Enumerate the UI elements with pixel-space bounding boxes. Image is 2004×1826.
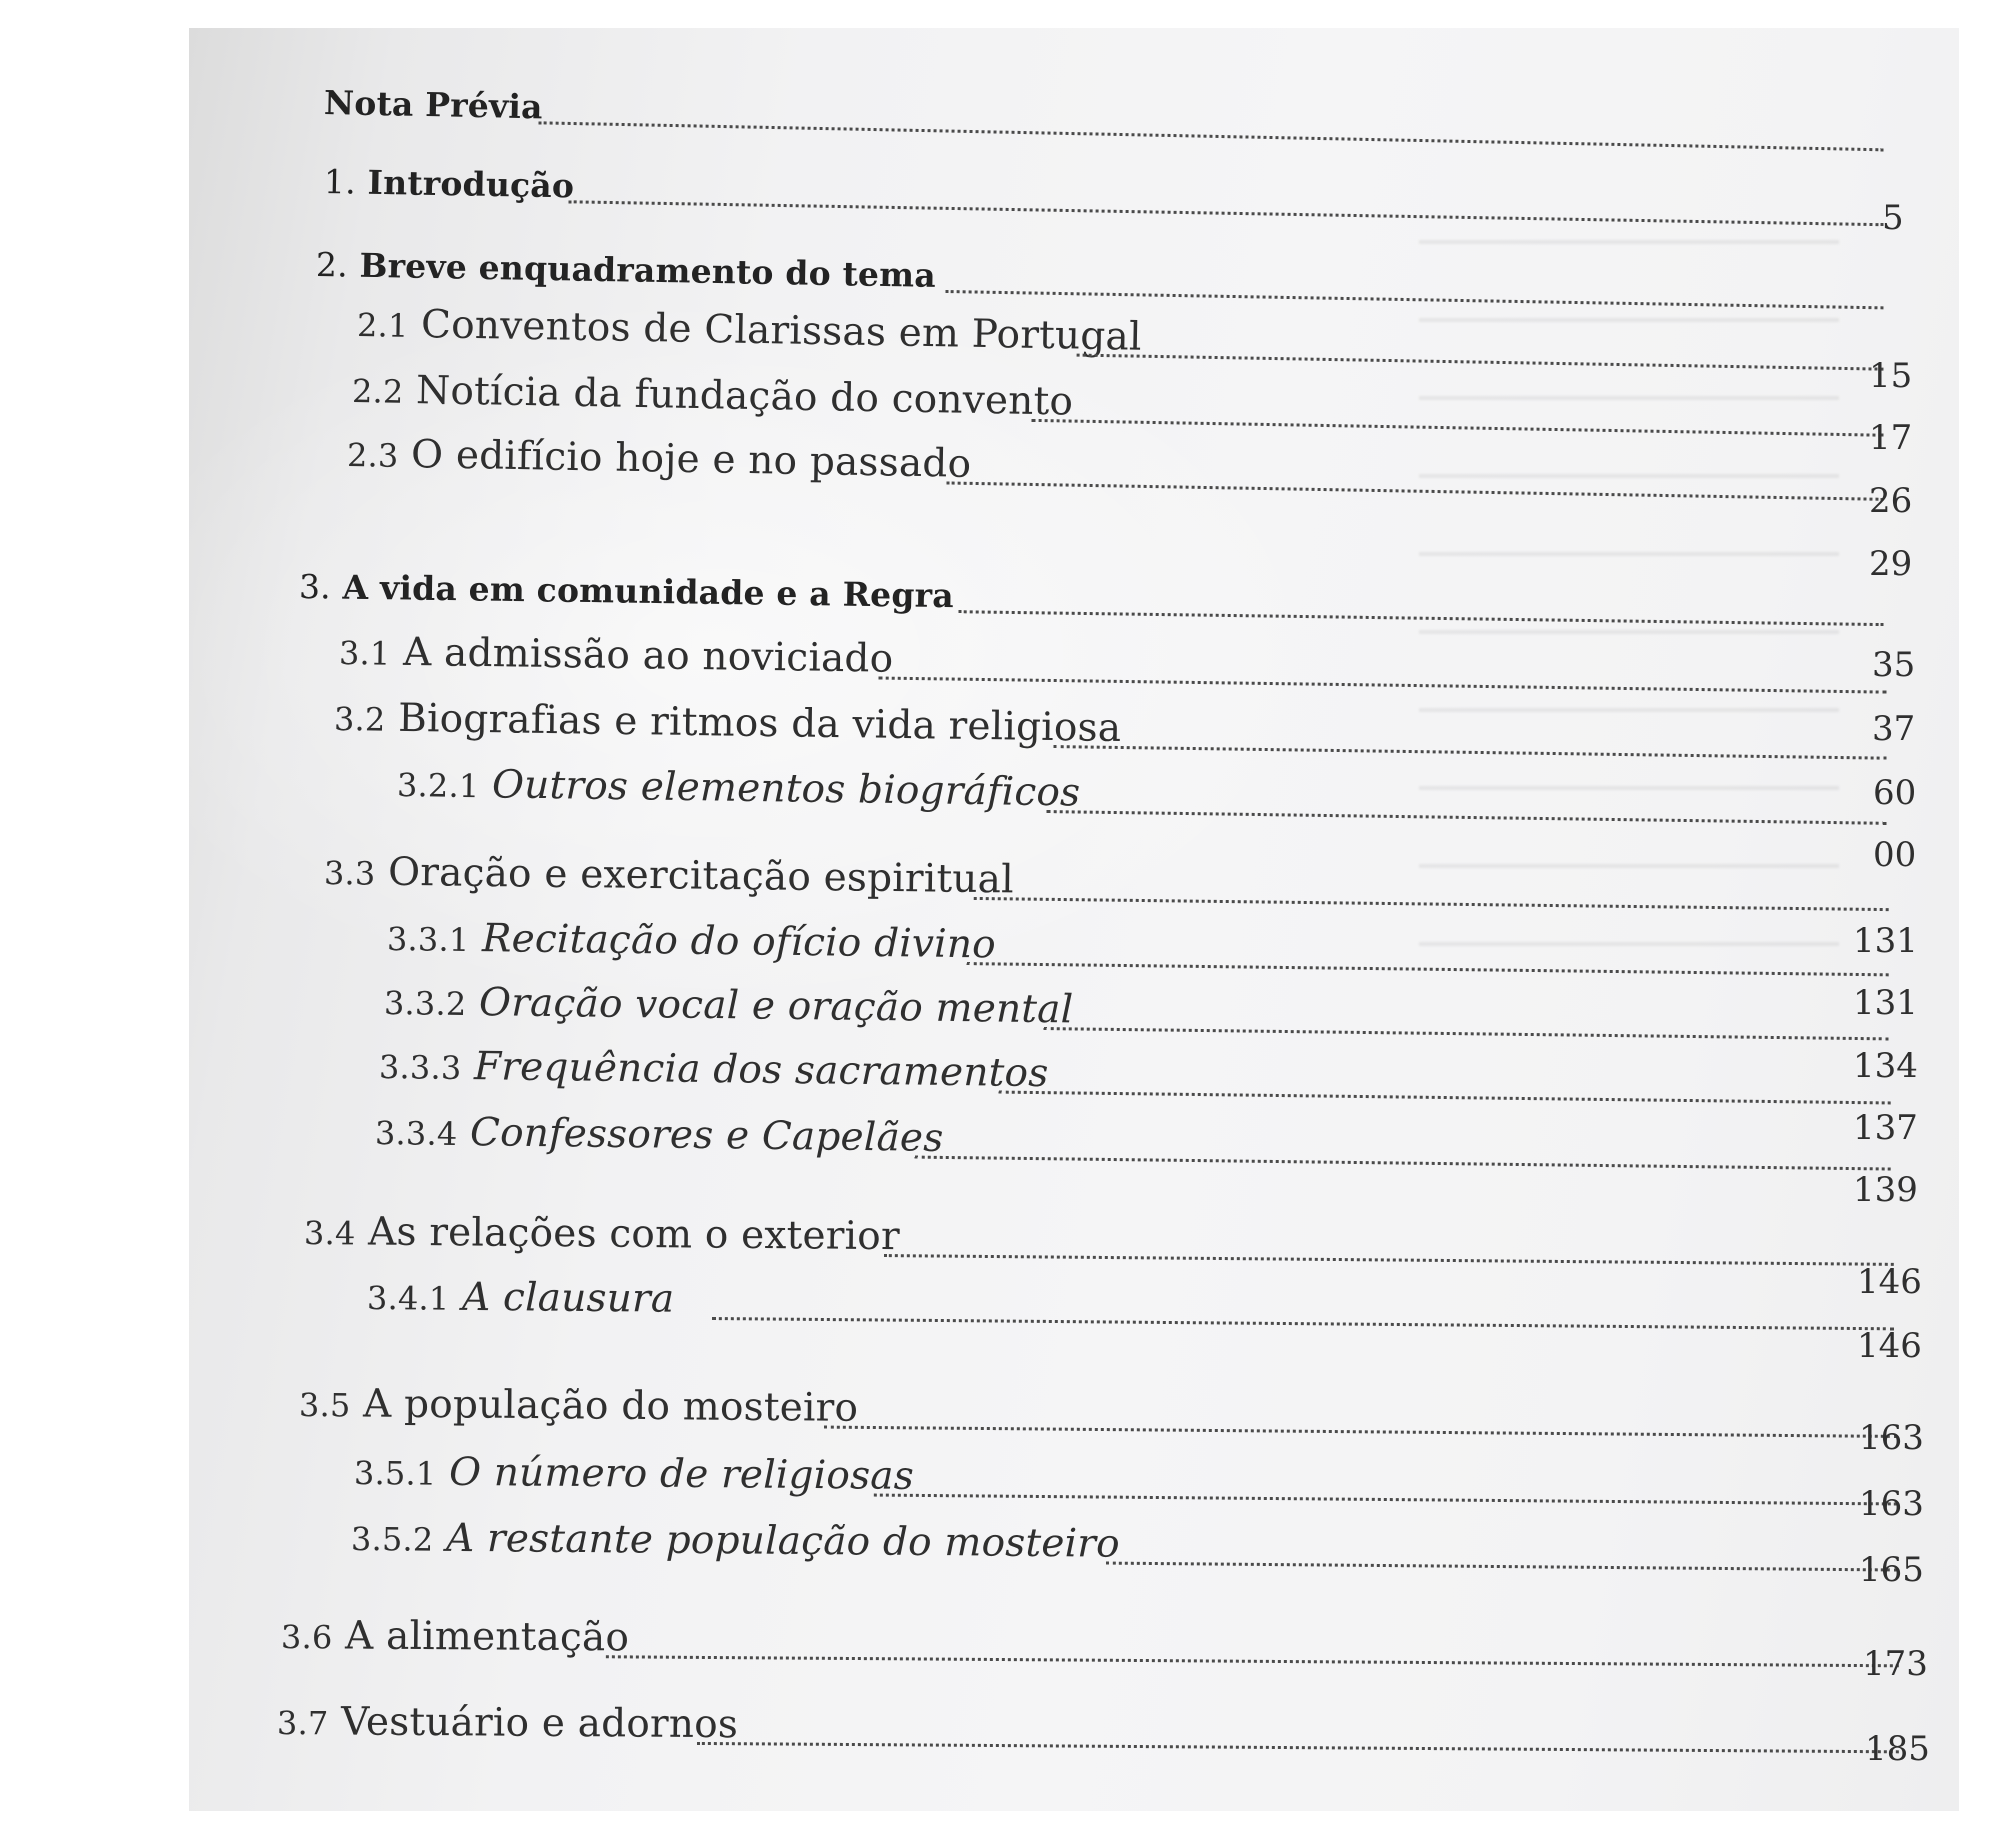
toc-entry-nota-previa [323,74,1884,161]
dot-leader [967,962,1889,976]
page-number: 26 [1869,481,1913,521]
toc-entry-3-6 [281,1610,1899,1677]
toc-entry-number: 3.2 [333,700,386,739]
dot-leader [824,1426,1897,1438]
toc-entry-title [384,979,1074,1032]
toc-entry-text: O edifício hoje e no passado [410,432,972,487]
toc-entry-title [347,431,972,487]
toc-entry-3-3-3 [379,1040,1892,1114]
dot-leader [1044,1027,1889,1040]
toc-entry-number: 3.4 [303,1214,356,1253]
toc-entry-number: 2.1 [356,306,409,345]
toc-entry-number: 3.3.1 [386,920,470,960]
toc-entry-3-3-2 [384,976,1890,1050]
dot-leader [946,290,1884,309]
toc-entry-number: 3.5 [298,1386,351,1425]
dot-leader [879,677,1887,694]
toc-entry-number: 3.3.2 [383,984,467,1024]
toc-entry-text: Nota Prévia [323,83,544,127]
toc-entry-title [351,1515,1120,1567]
dot-leader [1047,810,1887,825]
dot-leader [915,1156,1891,1171]
page-number: 146 [1857,1326,1922,1366]
toc-entry-text: Conventos de Clarissas em Portugal [420,302,1143,360]
dot-leader [884,1254,1894,1266]
toc-entry-title [354,1449,914,1499]
toc-entry-title [334,695,1122,751]
toc-entry-number: 1. [323,162,357,202]
toc-entry-number: 3.2.1 [396,766,480,806]
toc-entry-number: 2.3 [346,436,399,475]
page-number: 146 [1857,1262,1922,1302]
toc-entry-text: Recitação do ofício divino [481,916,997,968]
dot-leader [1032,419,1884,437]
dot-leader [959,610,1884,626]
toc-entry-title [299,567,954,615]
toc-entry-title [379,1043,1049,1096]
toc-entry-text: Frequência dos sacramentos [473,1044,1049,1097]
toc-entry-title [387,915,996,967]
toc-entry-text: Notícia da fundação do convento [415,368,1074,425]
dot-leader [697,1742,1899,1753]
dot-leader [1106,1562,1897,1572]
toc-entry-number: 3.6 [280,1618,333,1657]
toc-entry-title [367,1274,675,1322]
toc-entry-number: 3.7 [276,1704,329,1743]
toc-entry-number: 3.3.3 [378,1048,462,1088]
toc-entry-text: Confessores e Capelães [469,1110,944,1161]
page-number: 15 [1869,356,1913,396]
toc-entry-title [375,1109,944,1161]
dot-leader [874,1494,1897,1506]
toc-entry-text: A população do mosteiro [362,1381,859,1431]
toc-entry-3-4-1 [367,1271,1894,1340]
page-number: 00 [1873,835,1917,875]
page-number: 131 [1853,983,1918,1023]
toc-entry-number: 3.5.2 [350,1520,434,1559]
page-number: 131 [1853,921,1918,961]
toc-entry-title [299,1381,859,1431]
page-number: 5 [1882,198,1904,238]
toc-entry-number: 3. [298,567,332,607]
toc-entry-text: A admissão ao noviciado [402,629,894,682]
toc-entry-3-5-2 [351,1512,1897,1581]
toc-entry-1 [324,153,1885,236]
dot-leader [1077,354,1884,371]
toc-entry-number: 3.1 [338,634,391,673]
toc-entry-title [357,301,1142,360]
page-number: 137 [1853,1108,1918,1148]
toc-entry-title [339,629,894,682]
toc-entry-number: 2.2 [351,372,404,411]
toc-entry-3-5 [299,1378,1897,1448]
toc-entry-3-5-1 [354,1446,1897,1515]
toc-entry-title [304,1209,900,1259]
dot-leader [999,1091,1891,1105]
toc-entry-number: 3.5.1 [353,1454,437,1493]
toc-entry-title [324,162,575,205]
book-page [189,28,1959,1811]
toc-entry-text: O número de religiosas [448,1449,915,1499]
toc-entry-title [277,1699,738,1747]
toc-entry-text: A alimentação [344,1613,630,1661]
toc-entry-title [281,1613,629,1660]
dot-leader [606,1655,1899,1667]
dot-leader [1054,745,1887,760]
toc-entry-number: 2. [315,245,349,285]
page-number: 165 [1859,1550,1924,1590]
page-number: 139 [1853,1170,1918,1210]
page-number: 134 [1853,1046,1918,1086]
toc-entry-text: Outros elementos biográficos [491,762,1081,816]
toc-entry-text: Biografias e ritmos da vida religiosa [397,695,1122,751]
dot-leader [712,1317,1894,1330]
dot-leader [947,481,1884,500]
toc-entry-3-4 [304,1206,1894,1276]
page-number: 163 [1859,1418,1924,1458]
toc-entry-text: Breve enquadramento do tema [359,245,937,295]
page-number: 60 [1873,773,1917,813]
toc-entry-number: 3.3.4 [374,1114,458,1154]
toc-entry-text: Vestuário e adornos [340,1699,739,1748]
toc-entry-text: A restante população do mosteiro [445,1515,1121,1567]
toc-entry-title [324,849,1014,902]
dot-leader [569,200,1884,226]
toc-entry-title [397,761,1081,816]
page-number: 185 [1865,1729,1930,1769]
toc-entry-text: Oração e exercitação espiritual [387,849,1015,903]
toc-entry-text: A vida em comunidade e a Regra [342,567,955,616]
toc-entry-text: A clausura [461,1274,675,1322]
toc-entry-number: 3.3 [323,854,376,893]
toc-entry-title [324,83,544,126]
dot-leader [974,897,1889,911]
page-number: 35 [1872,645,1916,685]
page-number: 37 [1872,709,1916,749]
dot-leader [539,121,1884,151]
toc-entry-title [352,367,1074,425]
toc-entry-number: 3.4.1 [366,1279,450,1318]
toc-entry-text: Introdução [367,162,575,206]
page-number: 17 [1869,418,1913,458]
page-number: 29 [1869,544,1913,584]
page-number: 163 [1859,1484,1924,1524]
toc-entry-title [316,245,937,295]
toc-entry-text: As relações com o exterior [367,1209,900,1260]
toc-entry-3-7 [277,1696,1899,1763]
toc-entry-3-3-4 [375,1106,1892,1181]
toc-entry-text: Oração vocal e oração mental [478,980,1074,1033]
page-number: 173 [1863,1644,1928,1684]
